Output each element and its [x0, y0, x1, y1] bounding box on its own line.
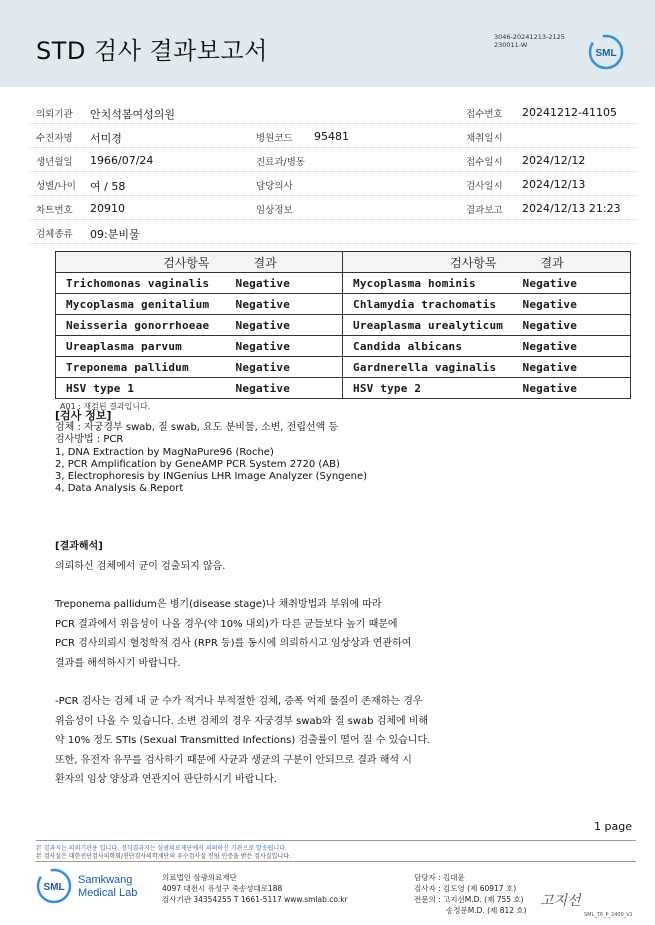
col-result-right: 결과 — [523, 252, 631, 273]
ward-code-label: 병원코드 — [256, 133, 293, 144]
sml-footer-logo-icon — [36, 868, 72, 904]
institution-label: 의뢰기관 — [36, 109, 73, 120]
info-row — [30, 220, 637, 244]
test-result: Negative — [523, 273, 631, 294]
signature: 고지선 — [540, 893, 581, 909]
test-result: Negative — [236, 294, 343, 315]
col-item-left: 검사항목 — [56, 252, 236, 273]
info-row — [30, 196, 637, 220]
footer-notice-1: 본 결과지는 의뢰기관용 입니다. 정식결과지는 삼광의료재단에서 의뢰하신 기관으로 발송됩니다. — [36, 845, 287, 852]
test-result: Negative — [236, 336, 343, 357]
table-row — [56, 378, 631, 399]
specimen-line: 1, DNA Extraction by MagNaPure96 (Roche) — [55, 446, 274, 458]
interpretation-line: 환자의 임상 양상과 연관지어 판단하시기 바랍니다. — [55, 774, 277, 785]
table-row — [56, 336, 631, 357]
test-result: Negative — [236, 378, 343, 399]
brand-line-2: Medical Lab — [78, 887, 138, 899]
table-row — [56, 294, 631, 315]
receipt-date-value: 2024/12/12 — [522, 154, 586, 167]
test-name: Gardnerella vaginalis — [343, 357, 523, 378]
test-name: Mycoplasma genitalium — [56, 294, 236, 315]
specimen-line: 2, PCR Amplification by GeneAMP PCR System 2720 (AB) — [55, 458, 340, 470]
test-result: Negative — [523, 294, 631, 315]
sex-age-label: 성별/나이 — [36, 181, 76, 192]
test-name: Chlamydia trachomatis — [343, 294, 523, 315]
interpretation-line: -PCR 검사는 검체 내 균 수가 적거나 부적절한 검체, 증폭 억제 물질이 존재하는 경우 — [55, 696, 423, 707]
interpretation-line: 결과를 해석하시기 바랍니다. — [55, 657, 181, 669]
report-header — [0, 0, 655, 87]
test-name: Trichomonas vaginalis — [56, 273, 236, 294]
table-row — [56, 357, 631, 378]
doctor-label: 담당의사 — [256, 181, 293, 192]
interpretation-line: PCR 결과에서 위음성이 나올 경우(약 10% 내외)가 다른 균들보다 높기 때문에 — [55, 618, 398, 630]
brand-line-1: Samkwang — [78, 874, 133, 886]
interpretation-line: PCR 검사의뢰시 혈청학적 검사 (RPR 등)를 동시에 의뢰하시고 임상상과 연관하여 — [55, 638, 412, 649]
test-result: Negative — [523, 336, 631, 357]
clinical-label: 임상정보 — [256, 205, 293, 216]
patient-label: 수진자명 — [36, 133, 73, 144]
receipt-no-label: 접수번호 — [466, 109, 503, 120]
patient-info — [30, 100, 637, 244]
report-code-2: 230011-W — [494, 41, 528, 49]
info-row — [30, 124, 637, 148]
retest-note: A01 : 재검된 결과입니다. — [60, 402, 151, 411]
specimen-line: 검사방법 : PCR — [55, 434, 124, 446]
info-row — [30, 172, 637, 196]
institution-value: 안치석봄여성의원 — [90, 108, 176, 121]
test-result: Negative — [236, 273, 343, 294]
specimen-heading: [검사 정보] — [55, 409, 112, 422]
test-result: Negative — [523, 378, 631, 399]
receipt-no-value: 20241212-41105 — [522, 106, 617, 119]
report-code-1: 3046-20241213-2125 — [494, 33, 565, 41]
footer-notice-2: 본 검사실은 대한진단검사의학회/진단검사의학재단의 우수검사실 신임 인증을 받은 검사실입니다. — [36, 853, 291, 860]
sml-footer-logo-text: SML — [43, 882, 65, 893]
report-codes — [494, 33, 565, 49]
test-name: Ureaplasma urealyticum — [343, 315, 523, 336]
interpretation-line: Treponema pallidum은 병기(disease stage)나 채취방법과 부위에 따라 — [55, 599, 382, 610]
specimen-line: 3, Electrophoresis by INGenius LHR Image Analyzer (Syngene) — [55, 471, 368, 483]
interpretation-line: 또한, 유전자 유무를 검사하기 때문에 사균과 생균의 구분이 안되므로 결과 해석 시 — [55, 754, 412, 766]
specimen-line: 4, Data Analysis & Report — [55, 483, 184, 495]
footer-divider — [36, 861, 636, 862]
results-table — [55, 251, 631, 399]
page-title: STD 검사 결과보고서 — [36, 37, 268, 65]
table-row — [56, 273, 631, 294]
test-name: Treponema pallidum — [56, 357, 236, 378]
test-date-label: 검사일시 — [466, 181, 503, 192]
test-date-value: 2024/12/13 — [522, 178, 586, 191]
test-name: Candida albicans — [343, 336, 523, 357]
specimen-info — [55, 410, 367, 495]
interpretation-heading: [결과해석] — [55, 541, 103, 552]
receipt-date-label: 접수일시 — [466, 157, 503, 168]
test-result: Negative — [236, 315, 343, 336]
interpretation — [55, 537, 430, 790]
test-result: Negative — [523, 357, 631, 378]
report-date-value: 2024/12/13 21:23 — [522, 202, 621, 215]
test-result: Negative — [236, 357, 343, 378]
test-result: Negative — [523, 315, 631, 336]
staff-line: 전문의 : 고지선M.D. (제 755 호) — [414, 895, 524, 904]
specimen-line: 검체 : 자궁경부 swab, 질 swab, 요도 분비물, 소변, 전립선액 등 — [55, 422, 339, 434]
footer-brand — [78, 874, 137, 900]
footer-staff — [414, 872, 527, 916]
chart-no-value: 20910 — [90, 202, 125, 215]
ward-code-value: 95481 — [314, 130, 349, 143]
staff-line: 담당자 : 김대윤 — [414, 873, 465, 882]
collect-date-label: 채취일시 — [466, 133, 503, 144]
table-row — [56, 315, 631, 336]
footer-address — [162, 872, 348, 905]
sml-logo-text: SML — [595, 48, 617, 59]
test-name: HSV type 1 — [56, 378, 236, 399]
footer-divider — [36, 840, 636, 841]
page-number: 1 page — [594, 820, 632, 833]
form-code: SML_T6_P_2400_V1 — [584, 912, 633, 918]
birth-value: 1966/07/24 — [90, 154, 154, 167]
specimen-type-value: 09:분비물 — [90, 228, 140, 241]
birth-label: 생년월일 — [36, 157, 73, 168]
interpretation-summary: 의뢰하신 검체에서 균이 검출되지 않음. — [55, 560, 226, 572]
info-row — [30, 148, 637, 172]
staff-line: 검사자 : 김도영 (제 60917 호) — [414, 884, 517, 893]
table-header-row — [56, 252, 631, 273]
col-result-left: 결과 — [236, 252, 343, 273]
patient-value: 서미경 — [90, 132, 122, 145]
test-name: Neisseria gonorrhoeae — [56, 315, 236, 336]
test-name: HSV type 2 — [343, 378, 523, 399]
chart-no-label: 차트번호 — [36, 205, 73, 216]
specimen-type-label: 검체종류 — [36, 229, 73, 240]
sex-age-value: 여 / 58 — [90, 180, 126, 193]
dept-label: 진료과/병동 — [256, 157, 306, 168]
report-date-label: 결과보고 — [466, 205, 503, 216]
test-name: Ureaplasma parvum — [56, 336, 236, 357]
sml-logo-icon — [588, 34, 624, 70]
address-line: 의료법인 삼광의료재단 — [162, 873, 237, 882]
col-item-right: 검사항목 — [343, 252, 523, 273]
test-name: Mycoplasma hominis — [343, 273, 523, 294]
info-row — [30, 100, 637, 124]
interpretation-line: 약 10% 정도 STIs (Sexual Transmitted Infections) 검출률이 떨어 질 수 있습니다. — [55, 735, 431, 746]
staff-line: 송정문M.D. (제 812 호) — [446, 906, 527, 915]
address-line: 검사기관 34354255 T 1661-5117 www.smlab.co.kr — [162, 895, 348, 904]
address-line: 4097 대전시 유성구 죽송성대로188 — [162, 884, 283, 893]
interpretation-line: 위음성이 나올 수 있습니다. 소변 검체의 경우 자궁경부 swab와 질 swab 검체에 비해 — [55, 715, 429, 727]
